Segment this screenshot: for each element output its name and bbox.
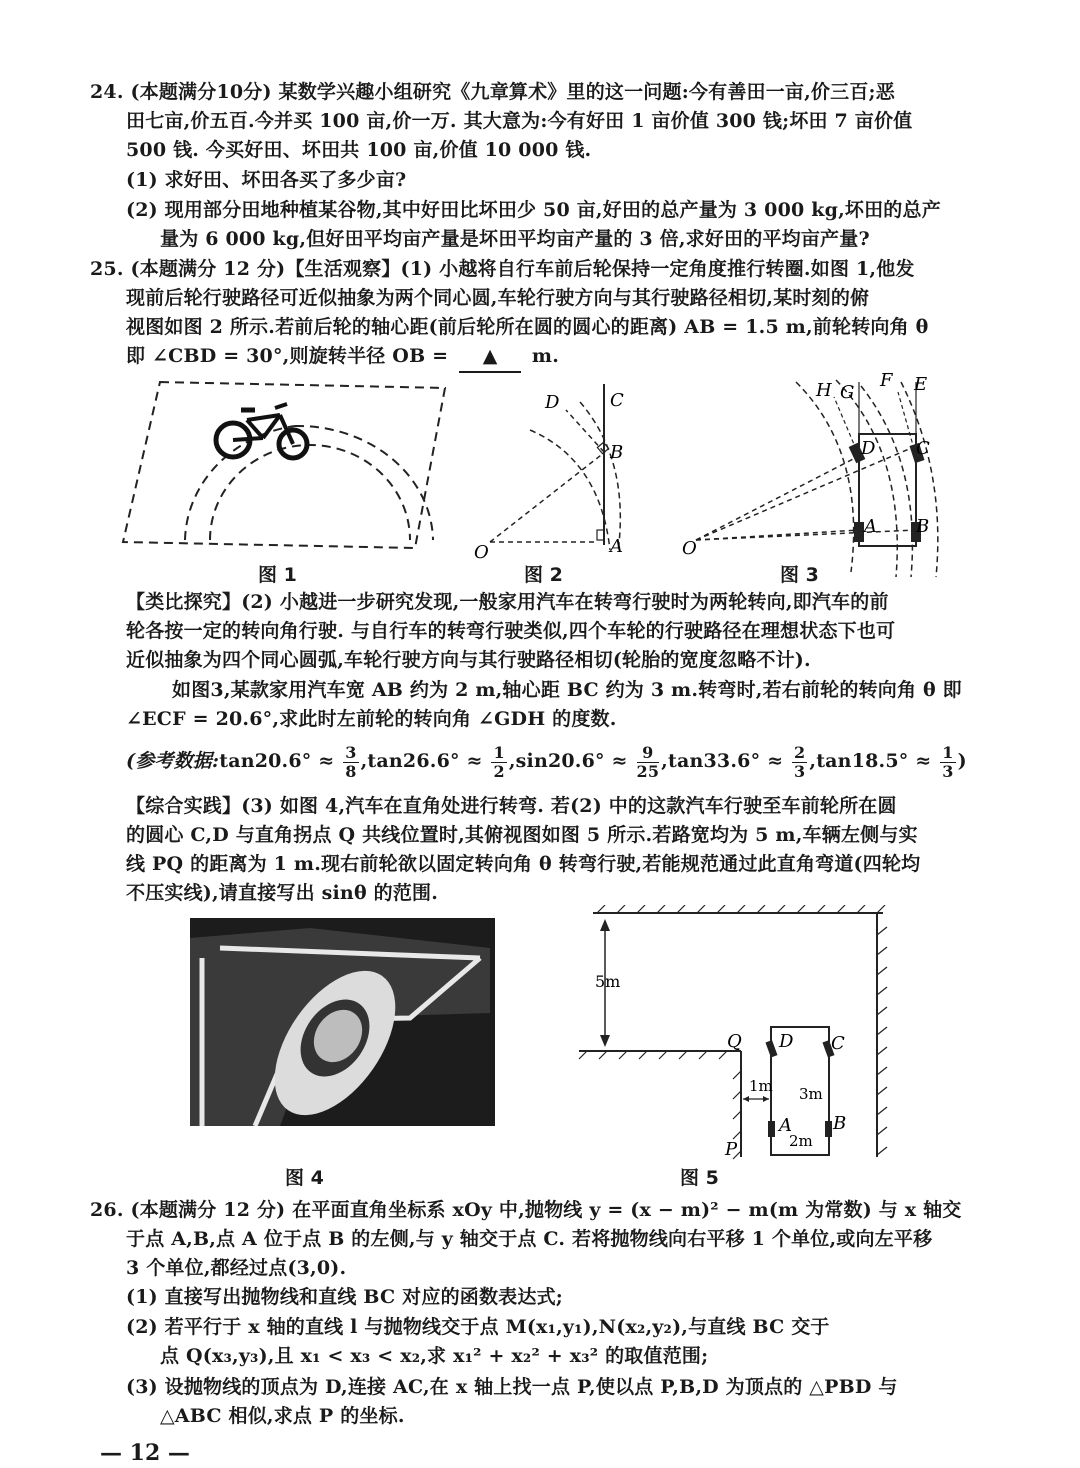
page-number: — 12 — [100,1440,190,1466]
ref3-label: ,sin20.6° ≈ [508,750,628,772]
q24-line1: 24. (本题满分10分) 某数学兴趣小组研究《九章算术》里的这一问题:今有善田一亩,价三百;恶 [90,81,895,103]
label-B: B [916,516,930,537]
gap-label: 1m [749,1077,773,1095]
q25-line4 [126,342,559,373]
figure-2-diagram [470,380,650,565]
label-C: C [610,390,624,411]
q26-part3a: (3) 设抛物线的顶点为 D,连接 AC,在 x 轴上找一点 P,使以点 P,B,D 为顶点的 △PBD 与 [126,1376,898,1398]
figure-5-caption: 图 5 [680,1167,719,1189]
q26-line3: 3 个单位,都经过点(3,0). [126,1257,347,1279]
label-G: G [840,382,855,403]
ref-suffix: ) [957,750,967,772]
ref2-fraction: $\frac{1}{2}$ [493,742,505,781]
q26-line2: 于点 A,B,点 A 位于点 B 的左侧,与 y 轴交于点 C. 若将抛物线向右平移 1 个单位,或向左平移 [126,1228,933,1250]
label-O: O [474,542,489,563]
q25-line1: 25. (本题满分 12 分)【生活观察】(1) 小越将自行车前后轮保持一定角度推行转圈.如图 1,他发 [90,258,915,280]
ref5-label: ,tan18.5° ≈ [809,750,932,772]
q25-prac4: 不压实线),请直接写出 sinθ 的范围. [126,882,439,904]
q25-reference-data [126,738,967,784]
car-width-label: 2m [789,1132,813,1150]
q25-analog1: 【类比探究】(2) 小越进一步研究发现,一般家用汽车在转弯行驶时为两轮转向,即汽车的前 [126,591,889,613]
figure-2-caption: 图 2 [524,564,563,586]
q25-line2: 现前后轮行驶路径可近似抽象为两个同心圆,车轮行驶方向与其行驶路径相切,某时刻的俯 [126,287,870,309]
label-O: O [682,538,697,559]
q24-part1: (1) 求好田、坏田各买了多少亩? [126,169,407,191]
label-H: H [816,380,832,401]
ref1-fraction: $\frac{3}{8}$ [345,742,357,781]
q25-prac3: 线 PQ 的距离为 1 m.现右前轮欲以固定转向角 θ 转弯行驶,若能规范通过此直角弯道(四轮均 [126,853,921,875]
label-D: D [861,438,876,459]
q26-part2b: 点 Q(x₃,y₃),且 x₁ < x₃ < x₂,求 x₁² + x₂² + x₃² 的取值范围; [160,1345,709,1367]
figure-3-caption: 图 3 [780,564,819,586]
ref-prefix: (参考数据: [126,750,220,772]
figure-4-caption: 图 4 [285,1167,324,1189]
figure-1-caption: 图 1 [258,564,297,586]
q26-part2a: (2) 若平行于 x 轴的直线 l 与抛物线交于点 M(x₁,y₁),N(x₂,y₂),与直线 BC 交于 [126,1316,830,1338]
label-C: C [916,438,930,459]
label-C: C [831,1033,845,1054]
q25-analog2: 轮各按一定的转向角行驶. 与自行车的转弯行驶类似,四个车轮的行驶路径在理想状态下也可 [126,620,896,642]
ref4-label: ,tan33.6° ≈ [661,750,784,772]
ref2-label: ,tan26.6° ≈ [360,750,483,772]
figure-3-diagram [676,372,956,582]
q25-prac1: 【综合实践】(3) 如图 4,汽车在直角处进行转弯. 若(2) 中的这款汽车行驶至车前轮所在圆 [126,795,897,817]
label-A: A [610,536,623,557]
wheelbase-label: 3m [799,1085,823,1103]
label-A: A [864,516,877,537]
q25-analog5: ∠ECF = 20.6°,求此时左前轮的转向角 ∠GDH 的度数. [126,708,617,730]
q24-line3: 500 钱. 今买好田、坏田共 100 亩,价值 10 000 钱. [126,139,592,161]
q26-line1: 26. (本题满分 12 分) 在平面直角坐标系 xOy 中,抛物线 y = (x − m)² − m(m 为常数) 与 x 轴交 [90,1199,962,1221]
q25-analog3: 近似抽象为四个同心圆弧,车轮行驶方向与其行驶路径相切(轮胎的宽度忽略不计). [126,649,811,671]
ref5-fraction: $\frac{1}{3}$ [942,742,954,781]
q25-analog4: 如图3,某款家用汽车宽 AB 约为 2 m,轴心距 BC 约为 3 m.转弯时,若右前轮的转向角 θ 即 [172,679,962,701]
label-A: A [779,1115,792,1136]
label-B: B [833,1113,847,1134]
q26-part3b: △ABC 相似,求点 P 的坐标. [160,1405,405,1427]
q24-part2b: 量为 6 000 kg,但好田平均亩产量是坏田平均亩产量的 3 倍,求好田的平均亩产量? [160,228,870,250]
ref4-fraction: $\frac{2}{3}$ [794,742,806,781]
q24-part2a: (2) 现用部分田地种植某谷物,其中好田比坏田少 50 亩,好田的总产量为 3 000 kg,坏田的总产 [126,199,941,221]
bicycle-icon [216,404,307,458]
label-D: D [779,1031,794,1052]
road-width-label: 5m [595,972,621,991]
ref1-label: tan20.6° ≈ [219,750,335,772]
q24-line2: 田七亩,价五百.今并买 100 亩,价一万. 其大意为:今有好田 1 亩价值 300 钱;坏田 7 亩价值 [126,110,913,132]
figure-5-diagram [575,905,895,1167]
figure-4-car-photo [190,918,495,1126]
label-P: P [725,1139,738,1160]
q25-line3: 视图如图 2 所示.若前后轮的轴心距(前后轮所在圆的圆心的距离) AB = 1.5 m,前轮转向角 θ [126,316,929,338]
answer-blank: ▲ [459,342,521,373]
ref3-fraction: $\frac{9}{25}$ [636,742,660,781]
label-D: D [545,392,560,413]
label-Q: Q [727,1031,742,1052]
label-B: B [610,442,624,463]
q25-line4a: 即 ∠CBD = 30°,则旋转半径 OB = [126,345,449,367]
q26-part1: (1) 直接写出抛物线和直线 BC 对应的函数表达式; [126,1286,563,1308]
figure-1-bicycle [115,380,450,560]
q25-line4b: m. [531,345,560,367]
label-E: E [914,374,928,395]
q25-prac2: 的圆心 C,D 与直角拐点 Q 共线位置时,其俯视图如图 5 所示.若路宽均为 5 m,车辆左侧与实 [126,824,918,846]
label-F: F [880,372,893,391]
